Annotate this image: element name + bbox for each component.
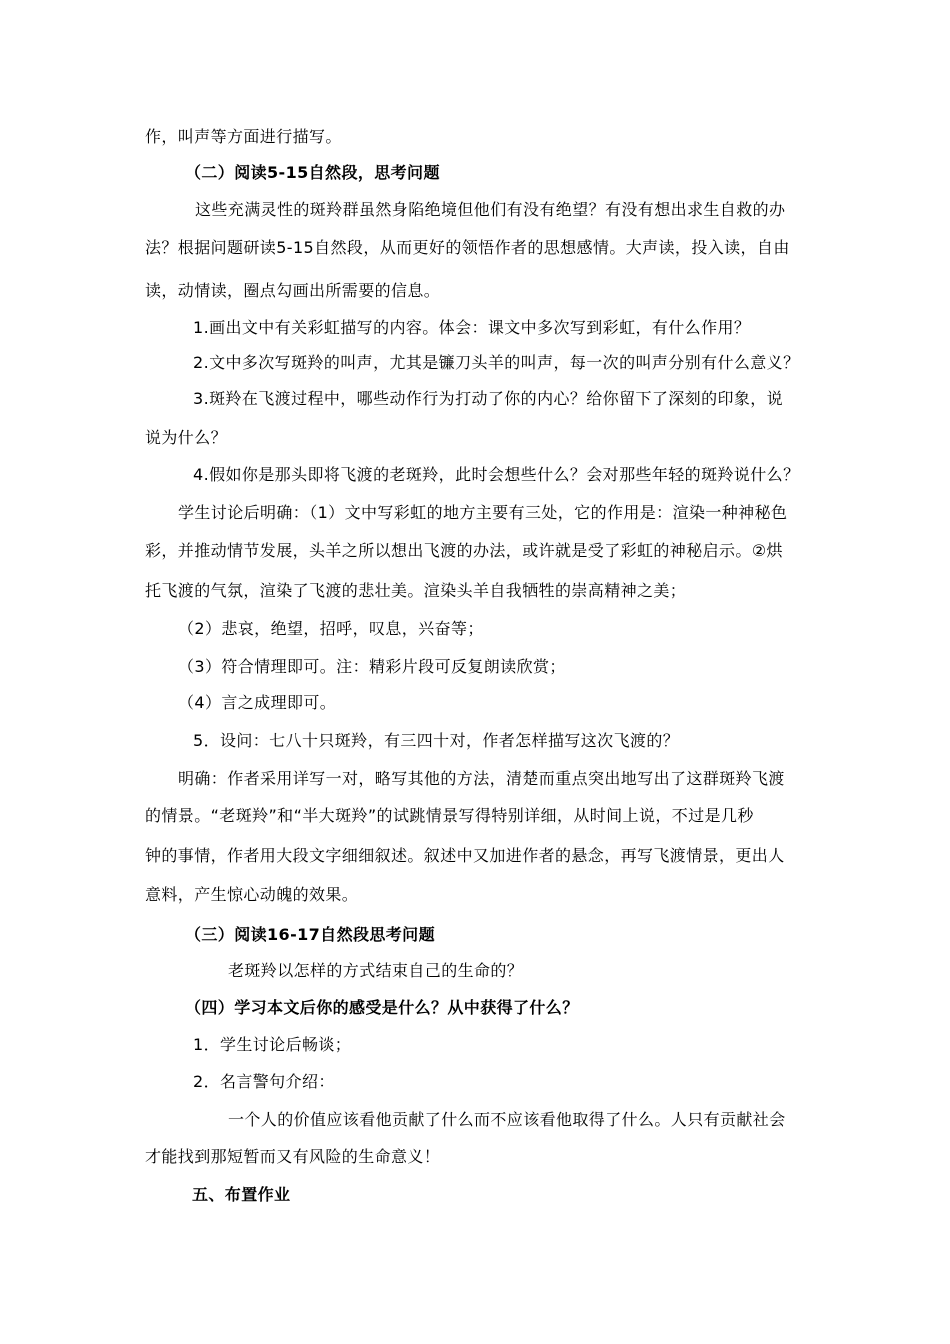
question-1: 1.画出文中有关彩虹描写的内容。体会：课文中多次写到彩虹，有什么作用？	[193, 318, 751, 337]
question-2: 2.文中多次写斑羚的叫声，尤其是镰刀头羊的叫声，每一次的叫声分别有什么意义？	[193, 353, 800, 372]
quote-line-cont: 才能找到那短暂而又有风险的生命意义！	[145, 1147, 441, 1166]
paragraph-line: 法？根据问题研读5-15自然段，从而更好的领悟作者的思想感情。大声读，投入读，自由	[145, 238, 790, 257]
question-3-text: 老斑羚以怎样的方式结束自己的生命的？	[228, 961, 524, 980]
answer-2: （2）悲哀，绝望，招呼，叹息，兴奋等；	[178, 619, 484, 638]
answer-5-cont: 钟的事情，作者用大段文字细细叙述。叙述中又加进作者的悬念，再写飞渡情景，更出人	[145, 846, 785, 865]
section-heading-2: （二）阅读5-15自然段，思考问题	[185, 163, 440, 182]
paragraph-line: 这些充满灵性的斑羚群虽然身陷绝境但他们有没有绝望？有没有想出求生自救的办	[195, 200, 786, 219]
answer-line: 彩，并推动情节发展，头羊之所以想出飞渡的办法，或许就是受了彩虹的神秘启示。②烘	[145, 541, 783, 560]
section-heading-3: （三）阅读16-17自然段思考问题	[185, 925, 435, 944]
list-item-1: 1．学生讨论后畅谈；	[193, 1035, 352, 1054]
question-3-cont: 说为什么？	[145, 428, 228, 447]
answer-5-cont: 意料，产生惊心动魄的效果。	[145, 885, 359, 904]
question-4: 4.假如你是那头即将飞渡的老斑羚，此时会想些什么？会对那些年轻的斑羚说什么？	[193, 465, 800, 484]
section-heading-5: 五、布置作业	[192, 1185, 291, 1204]
question-3: 3.斑羚在飞渡过程中，哪些动作行为打动了你的内心？给你留下了深刻的印象，说	[193, 389, 784, 408]
question-5: 5．设问：七八十只斑羚，有三四十对，作者怎样描写这次飞渡的？	[193, 731, 680, 750]
answer-line: 学生讨论后明确：（1）文中写彩虹的地方主要有三处，它的作用是：渲染一种神秘色	[178, 503, 788, 522]
paragraph-line: 读，动情读，圈点勾画出所需要的信息。	[145, 281, 441, 300]
answer-5: 明确：作者采用详写一对，略写其他的方法，清楚而重点突出地写出了这群斑羚飞渡	[178, 769, 785, 788]
quote-line: 一个人的价值应该看他贡献了什么而不应该看他取得了什么。人只有贡献社会	[228, 1110, 786, 1129]
text-line: 作，叫声等方面进行描写。	[145, 127, 342, 146]
answer-3: （3）符合情理即可。注：精彩片段可反复朗读欣赏；	[178, 657, 566, 676]
list-item-2: 2．名言警句介绍：	[193, 1072, 335, 1091]
answer-5-cont: 的情景。“老斑羚”和“半大斑羚”的试跳情景写得特别详细，从时间上说，不过是几秒	[145, 806, 754, 825]
section-heading-4: （四）学习本文后你的感受是什么？从中获得了什么？	[185, 998, 579, 1017]
answer-line: 托飞渡的气氛，渲染了飞渡的悲壮美。渲染头羊自我牺牲的崇高精神之美；	[145, 581, 687, 600]
answer-4: （4）言之成理即可。	[178, 693, 337, 712]
